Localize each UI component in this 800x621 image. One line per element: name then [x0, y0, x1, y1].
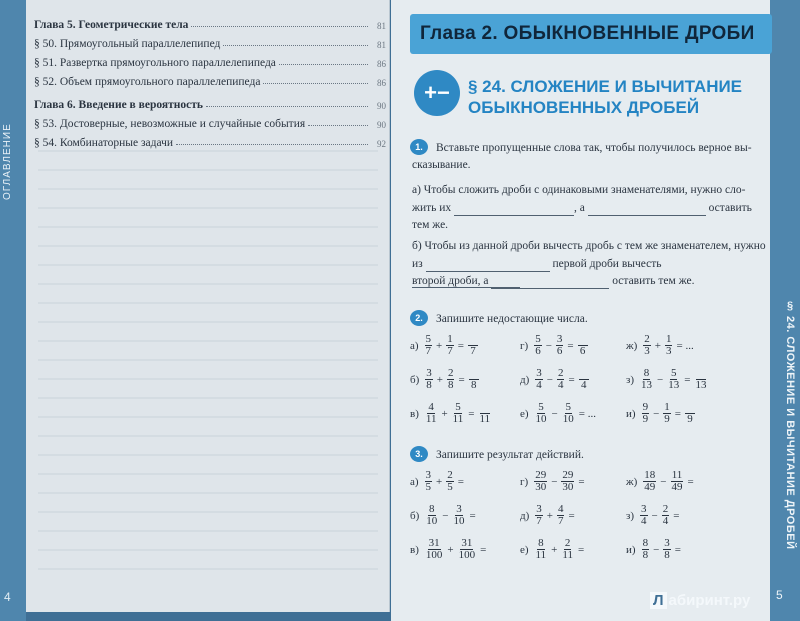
fraction	[534, 334, 542, 357]
fraction	[458, 538, 477, 561]
operator: +	[436, 339, 443, 352]
equals-sign: =	[568, 509, 575, 522]
numerator: 8	[643, 367, 650, 379]
numerator: 5	[670, 367, 677, 379]
denominator: 6	[556, 345, 563, 357]
toc-entry-text: § 50. Прямоугольный параллелепипед	[34, 38, 223, 50]
equals-sign: =	[673, 509, 680, 522]
toc-page-number: 81	[377, 40, 386, 50]
exercise-label: и)	[626, 407, 636, 420]
operator: −	[653, 407, 660, 420]
denominator: 11	[562, 549, 573, 561]
denominator: 10	[562, 413, 574, 425]
section-title-line-2: ОБЫКНОВЕННЫХ ДРОБЕЙ	[468, 98, 700, 117]
fraction	[561, 538, 574, 561]
task-1a-text-mid: , а	[574, 202, 585, 214]
toc-page-number: 92	[377, 139, 386, 149]
numerator: 4	[428, 401, 434, 413]
toc-page-number: 81	[377, 21, 386, 31]
numerator: 8	[642, 537, 649, 549]
toc-section-row[interactable]	[34, 69, 386, 88]
operator: −	[551, 475, 558, 488]
toc-page-number: 86	[377, 78, 386, 88]
operator: −	[651, 509, 658, 522]
operator: +	[436, 475, 443, 488]
equals-sign: = ...	[676, 339, 694, 352]
numerator: 2	[662, 503, 669, 515]
answer-fraction[interactable]	[685, 402, 695, 425]
math-exercise	[626, 470, 695, 493]
toc-section-row[interactable]	[34, 31, 386, 50]
denominator: 13	[641, 379, 653, 391]
numerator: 3	[664, 537, 670, 549]
toc-leader-dots	[206, 106, 368, 107]
numerator: 18	[644, 469, 656, 481]
denominator: 11	[479, 413, 491, 425]
numerator: 29	[535, 469, 547, 481]
toc-section-row[interactable]	[34, 111, 386, 130]
equals-sign: =	[674, 407, 681, 420]
math-exercise	[626, 504, 680, 527]
denominator: 9	[642, 413, 649, 425]
denominator: 8	[642, 549, 649, 561]
task-1b-text-start: из	[412, 258, 423, 270]
answer-fraction[interactable]	[579, 368, 589, 391]
fraction	[425, 504, 438, 527]
task-1a-line-1: а) Чтобы сложить дроби с одинаковыми знаменателями, нужно сло-	[412, 184, 746, 196]
denominator: 9	[664, 413, 670, 425]
task-1a-blank-2[interactable]	[588, 204, 706, 216]
denominator: 10	[535, 413, 547, 425]
chapter-banner	[410, 14, 772, 54]
task-1b-text-start-2: второй дроби, а	[412, 275, 489, 287]
fraction	[640, 504, 648, 527]
numerator: 2	[447, 367, 454, 379]
fraction	[643, 470, 656, 493]
numerator: 5	[425, 333, 432, 345]
numerator: 1	[664, 401, 670, 413]
denominator: 7	[557, 515, 564, 527]
denominator: 4	[662, 515, 669, 527]
denominator: 11	[452, 413, 464, 425]
denominator: 11	[535, 549, 547, 561]
exercise-label: ж)	[626, 339, 638, 352]
equals-sign: =	[480, 543, 487, 556]
answer-fraction[interactable]	[694, 368, 707, 391]
task-1b-blank-1[interactable]	[426, 260, 550, 272]
numerator: 5	[538, 401, 544, 413]
operator: −	[657, 373, 664, 386]
task-1a-text-start: жить их	[412, 202, 452, 214]
fraction	[425, 368, 433, 391]
numerator: 3	[556, 333, 563, 345]
section-title	[468, 76, 768, 118]
operator: −	[442, 509, 449, 522]
toc-section-row[interactable]	[34, 130, 386, 149]
toc-leader-dots	[191, 26, 368, 27]
answer-fraction[interactable]	[468, 334, 478, 357]
denominator: 49	[671, 481, 683, 493]
numerator: 8	[429, 503, 435, 515]
toc-chapter-row[interactable]	[34, 92, 386, 111]
denominator: 3	[644, 345, 650, 357]
fraction	[561, 470, 574, 493]
fraction	[447, 368, 455, 391]
fraction	[643, 334, 651, 357]
fraction	[667, 368, 680, 391]
math-exercise	[520, 402, 597, 425]
toc-leader-dots	[223, 45, 368, 46]
fraction	[557, 504, 565, 527]
math-exercise	[520, 504, 576, 527]
task-1b-text-end: оставить тем же.	[612, 275, 695, 287]
toc-entry-text: § 52. Объем прямоугольного параллелепипеда	[34, 76, 263, 88]
operator: +	[447, 543, 454, 556]
numerator: 8	[538, 537, 544, 549]
operator: −	[546, 373, 553, 386]
denominator: 6	[579, 345, 586, 357]
math-exercise	[626, 538, 682, 561]
fraction	[535, 368, 543, 391]
exercise-label: а)	[410, 339, 419, 352]
fraction	[534, 470, 547, 493]
toc-entry-text: Глава 5. Геометрические тела	[34, 19, 191, 31]
numerator: 31	[461, 537, 473, 549]
operator: −	[653, 543, 660, 556]
task-1b-line-3	[412, 273, 772, 289]
exercise-label: г)	[520, 475, 529, 488]
numerator: 3	[536, 503, 542, 515]
task-1a-blank-1[interactable]	[454, 204, 574, 216]
exercise-label: ж)	[626, 475, 638, 488]
toc-page-number: 90	[377, 101, 386, 111]
task-1b-blank-3[interactable]	[491, 277, 609, 289]
denominator: 4	[536, 379, 542, 391]
toc-leader-dots	[263, 83, 368, 84]
exercise-label: з)	[626, 509, 635, 522]
toc-leader-dots	[279, 64, 368, 65]
numerator: 5	[455, 401, 461, 413]
exercise-label: е)	[520, 543, 529, 556]
numerator: 3	[456, 503, 462, 515]
math-exercise	[410, 470, 465, 493]
toc-page-number: 90	[377, 120, 386, 130]
task-2-badge: 2.	[410, 310, 428, 326]
denominator: 8	[664, 549, 670, 561]
toc-page-number: 86	[377, 59, 386, 69]
fraction	[425, 334, 433, 357]
equals-sign: =	[567, 339, 574, 352]
denominator: 7	[536, 515, 542, 527]
denominator: 11	[425, 413, 437, 425]
denominator: 100	[425, 549, 443, 561]
operator: −	[660, 475, 667, 488]
fraction	[535, 504, 543, 527]
numerator: 3	[426, 367, 432, 379]
section-title-line-1: § 24. СЛОЖЕНИЕ И ВЫЧИТАНИЕ	[468, 77, 743, 96]
math-exercise	[410, 334, 478, 357]
exercise-label: з)	[626, 373, 635, 386]
task-1-badge: 1.	[410, 139, 428, 155]
exercise-label: а)	[410, 475, 419, 488]
equals-sign: =	[674, 543, 681, 556]
numerator: 1	[447, 333, 453, 345]
equals-sign: =	[577, 543, 585, 556]
numerator: 3	[536, 367, 542, 379]
operator: −	[551, 407, 558, 420]
toc-entry-text: § 51. Развертка прямоугольного параллелепипеда	[34, 57, 279, 69]
fraction	[663, 402, 671, 425]
left-margin-label: ОГЛАВЛЕНИЕ	[2, 123, 13, 200]
fraction	[642, 402, 650, 425]
numerator: 9	[642, 401, 649, 413]
numerator: 5	[565, 401, 572, 413]
math-exercise	[410, 538, 487, 561]
fraction	[663, 538, 671, 561]
equals-sign: =	[684, 373, 691, 386]
task-1a-line-3: тем же.	[412, 219, 449, 231]
task-3-badge: 3.	[410, 446, 428, 462]
denominator: 4	[580, 379, 587, 391]
denominator: 30	[535, 481, 547, 493]
equals-sign: =	[568, 373, 575, 386]
answer-fraction[interactable]	[478, 402, 491, 425]
task-1b-line-1: б) Чтобы из данной дроби вычесть дробь с тем же знаменателем, нужно	[412, 240, 766, 252]
exercise-label: и)	[626, 543, 636, 556]
exercise-label: д)	[520, 373, 530, 386]
denominator: 4	[557, 379, 564, 391]
task-1-intro-line-1: Вставьте пропущенные слова так, чтобы получилось верное вы-	[436, 142, 752, 154]
fraction	[425, 470, 433, 493]
left-page-number: 4	[4, 590, 11, 604]
denominator: 13	[695, 379, 707, 391]
numerator: 11	[671, 469, 683, 481]
denominator: 10	[426, 515, 438, 527]
operator: +	[654, 339, 661, 352]
toc-chapter-row[interactable]	[34, 12, 386, 31]
plus-minus-icon: +−	[414, 70, 460, 116]
faint-background-lines	[38, 150, 378, 570]
fraction	[665, 334, 673, 357]
denominator: 6	[535, 345, 541, 357]
numerator: 3	[641, 503, 647, 515]
task-3-title: Запишите результат действий.	[436, 449, 584, 461]
fraction	[642, 538, 650, 561]
right-page-number: 5	[776, 588, 783, 602]
denominator: 49	[644, 481, 656, 493]
equals-sign: =	[457, 339, 464, 352]
fraction	[446, 334, 454, 357]
denominator: 3	[665, 345, 672, 357]
equals-sign: = ...	[578, 407, 596, 420]
task-1b-text-mid: первой дроби вычесть	[552, 258, 662, 270]
fraction	[557, 368, 565, 391]
chapter-title: Глава 2. ОБЫКНОВЕННЫЕ ДРОБИ	[420, 23, 755, 44]
exercise-label: б)	[410, 373, 420, 386]
operator: +	[551, 543, 558, 556]
fraction	[662, 504, 670, 527]
numerator: 2	[564, 537, 571, 549]
numerator: 2	[557, 367, 564, 379]
denominator: 8	[447, 379, 454, 391]
denominator: 4	[641, 515, 647, 527]
toc-entry-text: Глава 6. Введение в вероятность	[34, 99, 206, 111]
fraction	[446, 470, 454, 493]
watermark-text: абиринт.ру	[668, 592, 751, 609]
operator: +	[436, 373, 443, 386]
denominator: 7	[470, 345, 476, 357]
numerator: 2	[644, 333, 650, 345]
fraction	[535, 538, 548, 561]
denominator: 8	[426, 379, 432, 391]
math-exercise	[520, 470, 586, 493]
fraction	[556, 334, 564, 357]
toc-entry-text: § 54. Комбинаторные задачи	[34, 137, 176, 149]
toc-leader-dots	[176, 144, 368, 145]
numerator: 29	[562, 469, 574, 481]
toc-section-row[interactable]	[34, 50, 386, 69]
fraction	[535, 402, 548, 425]
left-page	[26, 0, 390, 612]
math-exercise	[410, 368, 479, 391]
math-exercise	[626, 334, 695, 357]
answer-fraction[interactable]	[469, 368, 479, 391]
numerator: 4	[557, 503, 564, 515]
toc-leader-dots	[308, 125, 368, 126]
equals-sign: =	[687, 475, 694, 488]
math-exercise	[520, 538, 585, 561]
numerator: 3	[425, 469, 432, 481]
watermark-logo	[650, 592, 750, 609]
exercise-label: д)	[520, 509, 530, 522]
denominator: 9	[687, 413, 693, 425]
denominator: 30	[562, 481, 574, 493]
watermark-box: Л	[650, 592, 667, 609]
numerator: 31	[428, 537, 440, 549]
toc-entry-text: § 53. Достоверные, невозможные и случайные события	[34, 118, 308, 130]
fraction	[670, 470, 683, 493]
denominator: 10	[453, 515, 465, 527]
task-1a-text-end: оставить	[708, 202, 752, 214]
denominator: 8	[470, 379, 477, 391]
denominator: 7	[447, 345, 453, 357]
operator: +	[546, 509, 553, 522]
fraction	[425, 402, 438, 425]
exercise-label: б)	[410, 509, 420, 522]
denominator: 100	[458, 549, 476, 561]
math-exercise	[410, 402, 491, 425]
denominator: 13	[668, 379, 680, 391]
table-of-contents	[34, 12, 386, 149]
task-1a-line-2	[412, 200, 772, 216]
denominator: 7	[425, 345, 432, 357]
equals-sign: =	[457, 475, 464, 488]
operator: +	[441, 407, 448, 420]
right-margin-label: § 24. СЛОЖЕНИЕ И ВЫЧИТАНИЕ ДРОБЕЙ	[784, 300, 796, 550]
math-exercise	[520, 368, 589, 391]
math-exercise	[626, 368, 707, 391]
task-1-intro-line-2: сказывание.	[412, 159, 471, 171]
operator: −	[545, 339, 552, 352]
exercise-label: г)	[520, 339, 529, 352]
answer-fraction[interactable]	[578, 334, 588, 357]
fraction	[640, 368, 653, 391]
math-exercise	[410, 504, 477, 527]
numerator: 5	[535, 333, 541, 345]
fraction	[452, 504, 465, 527]
exercise-label: в)	[410, 543, 419, 556]
equals-sign: =	[458, 373, 465, 386]
math-exercise	[520, 334, 588, 357]
fraction	[452, 402, 465, 425]
math-exercise	[626, 402, 695, 425]
equals-sign: =	[468, 407, 475, 420]
numerator: 1	[665, 333, 672, 345]
equals-sign: =	[469, 509, 476, 522]
denominator: 5	[425, 481, 432, 493]
numerator: 2	[447, 469, 453, 481]
exercise-label: е)	[520, 407, 529, 420]
exercise-label: в)	[410, 407, 419, 420]
fraction	[425, 538, 444, 561]
task-2-title: Запишите недостающие числа.	[436, 313, 588, 325]
denominator: 5	[447, 481, 453, 493]
equals-sign: =	[578, 475, 585, 488]
fraction	[562, 402, 575, 425]
